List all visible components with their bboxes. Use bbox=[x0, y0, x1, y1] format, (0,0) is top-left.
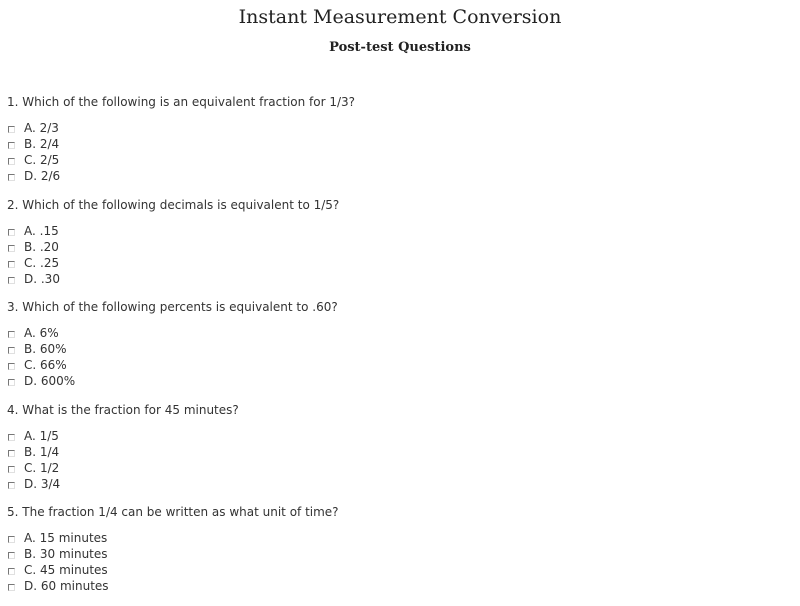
checkbox-icon[interactable] bbox=[8, 568, 15, 575]
page-title: Instant Measurement Conversion bbox=[238, 6, 562, 28]
question-4 bbox=[7, 401, 787, 504]
option-label: A. 15 minutes bbox=[24, 531, 108, 545]
option-b[interactable] bbox=[7, 136, 787, 152]
checkbox-icon[interactable] bbox=[8, 331, 15, 338]
option-a[interactable] bbox=[7, 325, 787, 341]
option-label: D. 3/4 bbox=[24, 476, 61, 491]
checkbox-icon[interactable] bbox=[8, 158, 15, 165]
checkbox-icon[interactable] bbox=[8, 552, 15, 559]
option-c[interactable] bbox=[7, 357, 787, 373]
option-d[interactable] bbox=[7, 476, 787, 492]
answer-options bbox=[7, 325, 787, 389]
option-c[interactable] bbox=[7, 562, 787, 578]
option-d[interactable] bbox=[7, 271, 787, 287]
checkbox-icon[interactable] bbox=[8, 347, 15, 354]
option-a[interactable] bbox=[7, 223, 787, 239]
checkbox-icon[interactable] bbox=[8, 126, 15, 133]
answer-options bbox=[7, 223, 787, 287]
option-label: D. 600% bbox=[24, 374, 76, 388]
question-text: 3. Which of the following percents is equivalent to .60? bbox=[7, 300, 338, 314]
checkbox-icon[interactable] bbox=[8, 261, 15, 268]
option-label: A. 1/5 bbox=[24, 428, 59, 443]
option-d[interactable] bbox=[7, 578, 787, 594]
checkbox-icon[interactable] bbox=[8, 536, 15, 543]
option-label: B. .20 bbox=[24, 239, 59, 254]
checkbox-icon[interactable] bbox=[8, 450, 15, 457]
question-3 bbox=[7, 298, 787, 401]
option-label: B. 1/4 bbox=[24, 444, 60, 459]
option-b[interactable] bbox=[7, 546, 787, 562]
question-1 bbox=[7, 93, 787, 196]
checkbox-icon[interactable] bbox=[8, 229, 15, 236]
question-text: 1. Which of the following is an equivalent fraction for 1/3? bbox=[7, 95, 356, 109]
checkbox-icon[interactable] bbox=[8, 434, 15, 441]
option-label: B. 2/4 bbox=[24, 137, 60, 151]
option-d[interactable] bbox=[7, 168, 787, 184]
option-b[interactable] bbox=[7, 444, 787, 460]
option-label: C. 2/5 bbox=[24, 153, 60, 167]
option-b[interactable] bbox=[7, 239, 787, 255]
answer-options bbox=[7, 428, 787, 492]
question-text: 4. What is the fraction for 45 minutes? bbox=[7, 402, 239, 417]
checkbox-icon[interactable] bbox=[8, 584, 15, 591]
checkbox-icon[interactable] bbox=[8, 277, 15, 284]
question-text: 5. The fraction 1/4 can be written as what unit of time? bbox=[7, 505, 339, 519]
option-label: C. .25 bbox=[24, 255, 60, 270]
checkbox-icon[interactable] bbox=[8, 174, 15, 181]
checkbox-icon[interactable] bbox=[8, 466, 15, 473]
option-label: A. 2/3 bbox=[24, 121, 59, 135]
option-label: B. 30 minutes bbox=[24, 547, 108, 561]
option-label: B. 60% bbox=[24, 342, 67, 356]
option-c[interactable] bbox=[7, 255, 787, 271]
question-text: 2. Which of the following decimals is equivalent to 1/5? bbox=[7, 197, 340, 212]
option-label: D. .30 bbox=[24, 271, 60, 286]
question-5 bbox=[7, 503, 787, 606]
checkbox-icon[interactable] bbox=[8, 142, 15, 149]
checkbox-icon[interactable] bbox=[8, 379, 15, 386]
option-c[interactable] bbox=[7, 152, 787, 168]
option-label: D. 60 minutes bbox=[24, 579, 109, 593]
option-label: A. .15 bbox=[24, 223, 59, 238]
checkbox-icon[interactable] bbox=[8, 482, 15, 489]
question-2 bbox=[7, 196, 787, 299]
option-label: C. 45 minutes bbox=[24, 563, 108, 577]
option-a[interactable] bbox=[7, 120, 787, 136]
option-a[interactable] bbox=[7, 428, 787, 444]
checkbox-icon[interactable] bbox=[8, 363, 15, 370]
option-d[interactable] bbox=[7, 373, 787, 389]
option-label: D. 2/6 bbox=[24, 169, 61, 183]
checkbox-icon[interactable] bbox=[8, 245, 15, 252]
option-a[interactable] bbox=[7, 530, 787, 546]
option-label: C. 66% bbox=[24, 358, 67, 372]
answer-options bbox=[7, 120, 787, 184]
answer-options bbox=[7, 530, 787, 594]
option-b[interactable] bbox=[7, 341, 787, 357]
option-label: A. 6% bbox=[24, 326, 59, 340]
page-subtitle: Post-test Questions bbox=[329, 40, 471, 55]
quiz-form bbox=[7, 93, 787, 606]
option-c[interactable] bbox=[7, 460, 787, 476]
option-label: C. 1/2 bbox=[24, 460, 60, 475]
